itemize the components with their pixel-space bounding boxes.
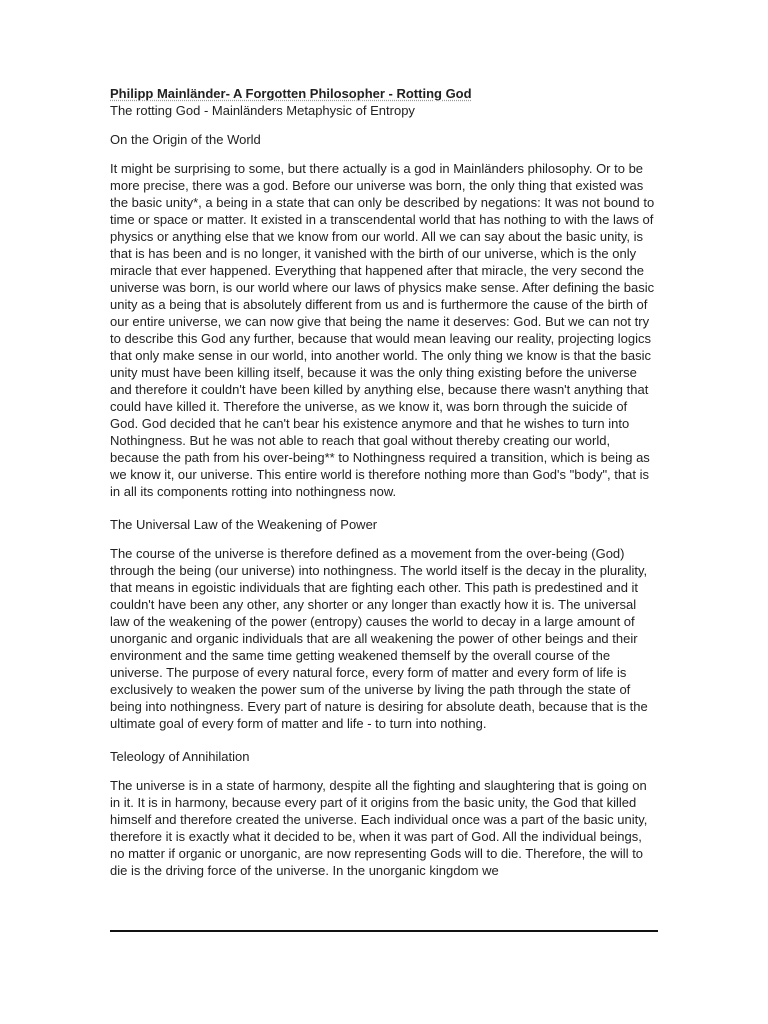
section-weakening-of-power bbox=[110, 516, 658, 732]
page-bottom-divider bbox=[110, 930, 658, 932]
section-paragraph: The universe is in a state of harmony, despite all the fighting and slaughtering that is going on in it. It is in harmony, because every part of it origins from the basic unity, the God that killed himself and therefore created the universe. Each individual once was a part of the basic unity, therefore it is exactly what it decided to be, when it was part of God. All the individual beings, no matter if organic or unorganic, are now representing Gods will to die. Therefore, the will to die is the driving force of the universe. In the unorganic kingdom we bbox=[110, 778, 648, 878]
section-origin bbox=[110, 131, 658, 500]
document-page bbox=[110, 85, 658, 933]
document-subtitle: The rotting God - Mainländers Metaphysic of Entropy bbox=[110, 103, 415, 118]
section-paragraph: It might be surprising to some, but there actually is a god in Mainländers philosophy. Or to be more precise, there was a god. Before our universe was born, the only thing that existed was the basic unity*, a being in a state that can only be described by negations: It was not bound to time or space or matter. It existed in a transcendental world that has nothing to with the laws of physics or anything else that we know from our world. All we can say about the basic unity, is that is has been and is no longer, it vanished with the birth of our universe, which is the only miracle that ever happened. Everything that happened after that miracle, the very second the universe was born, is our world where our laws of physics make sense. After defining the basic unity as a being that is absolutely different from us and is furthermore the cause of the birth of our entire universe, we can now give that being the name it deserves: God. But we can not try to describe this God any further, because that would mean leaving our reality, projecting logics that only make sense in our world, into another world. The only thing we know is that the basic unity must have been killing itself, because it was the only thing existing before the universe and therefore it couldn't have been killed by anything else, because there wasn't anything that could have killed it. Therefore the universe, as we know it, was born through the suicide of God. God decided that he can't bear his existence anymore and that he wishes to turn into Nothingness. But he was not able to reach that goal without thereby creating our world, because the path from his over-being** to Nothingness required a transition, which is being as we know it, our universe. This entire world is therefore nothing more than God's "body", that is in all its components rotting into nothingness now. bbox=[110, 161, 655, 499]
section-heading: Teleology of Annihilation bbox=[110, 749, 250, 764]
section-heading: The Universal Law of the Weakening of Power bbox=[110, 517, 378, 532]
document-title[interactable]: Philipp Mainländer- A Forgotten Philosopher - Rotting God bbox=[110, 86, 472, 101]
section-heading: On the Origin of the World bbox=[110, 132, 261, 147]
section-paragraph: The course of the universe is therefore defined as a movement from the over-being (God) through the being (our universe) into nothingness. The world itself is the decay in the plurality, that means in egoistic individuals that are fighting each other. This path is predestined and it couldn't have been any other, any shorter or any longer than exactly how it is. The universal law of the weakening of the power (entropy) causes the world to decay in a large amount of unorganic and organic individuals that are all weakening the power of other beings and their environment and the same time getting weakened themself by the overall course of the universe. The purpose of every natural force, every form of matter and every form of life is exclusively to weaken the power sum of the universe by living the path through the state of being into nothingness. Every part of nature is desiring for absolute death, because that is the ultimate goal of every form of matter and life - to turn into nothing. bbox=[110, 546, 648, 731]
section-teleology bbox=[110, 748, 658, 879]
